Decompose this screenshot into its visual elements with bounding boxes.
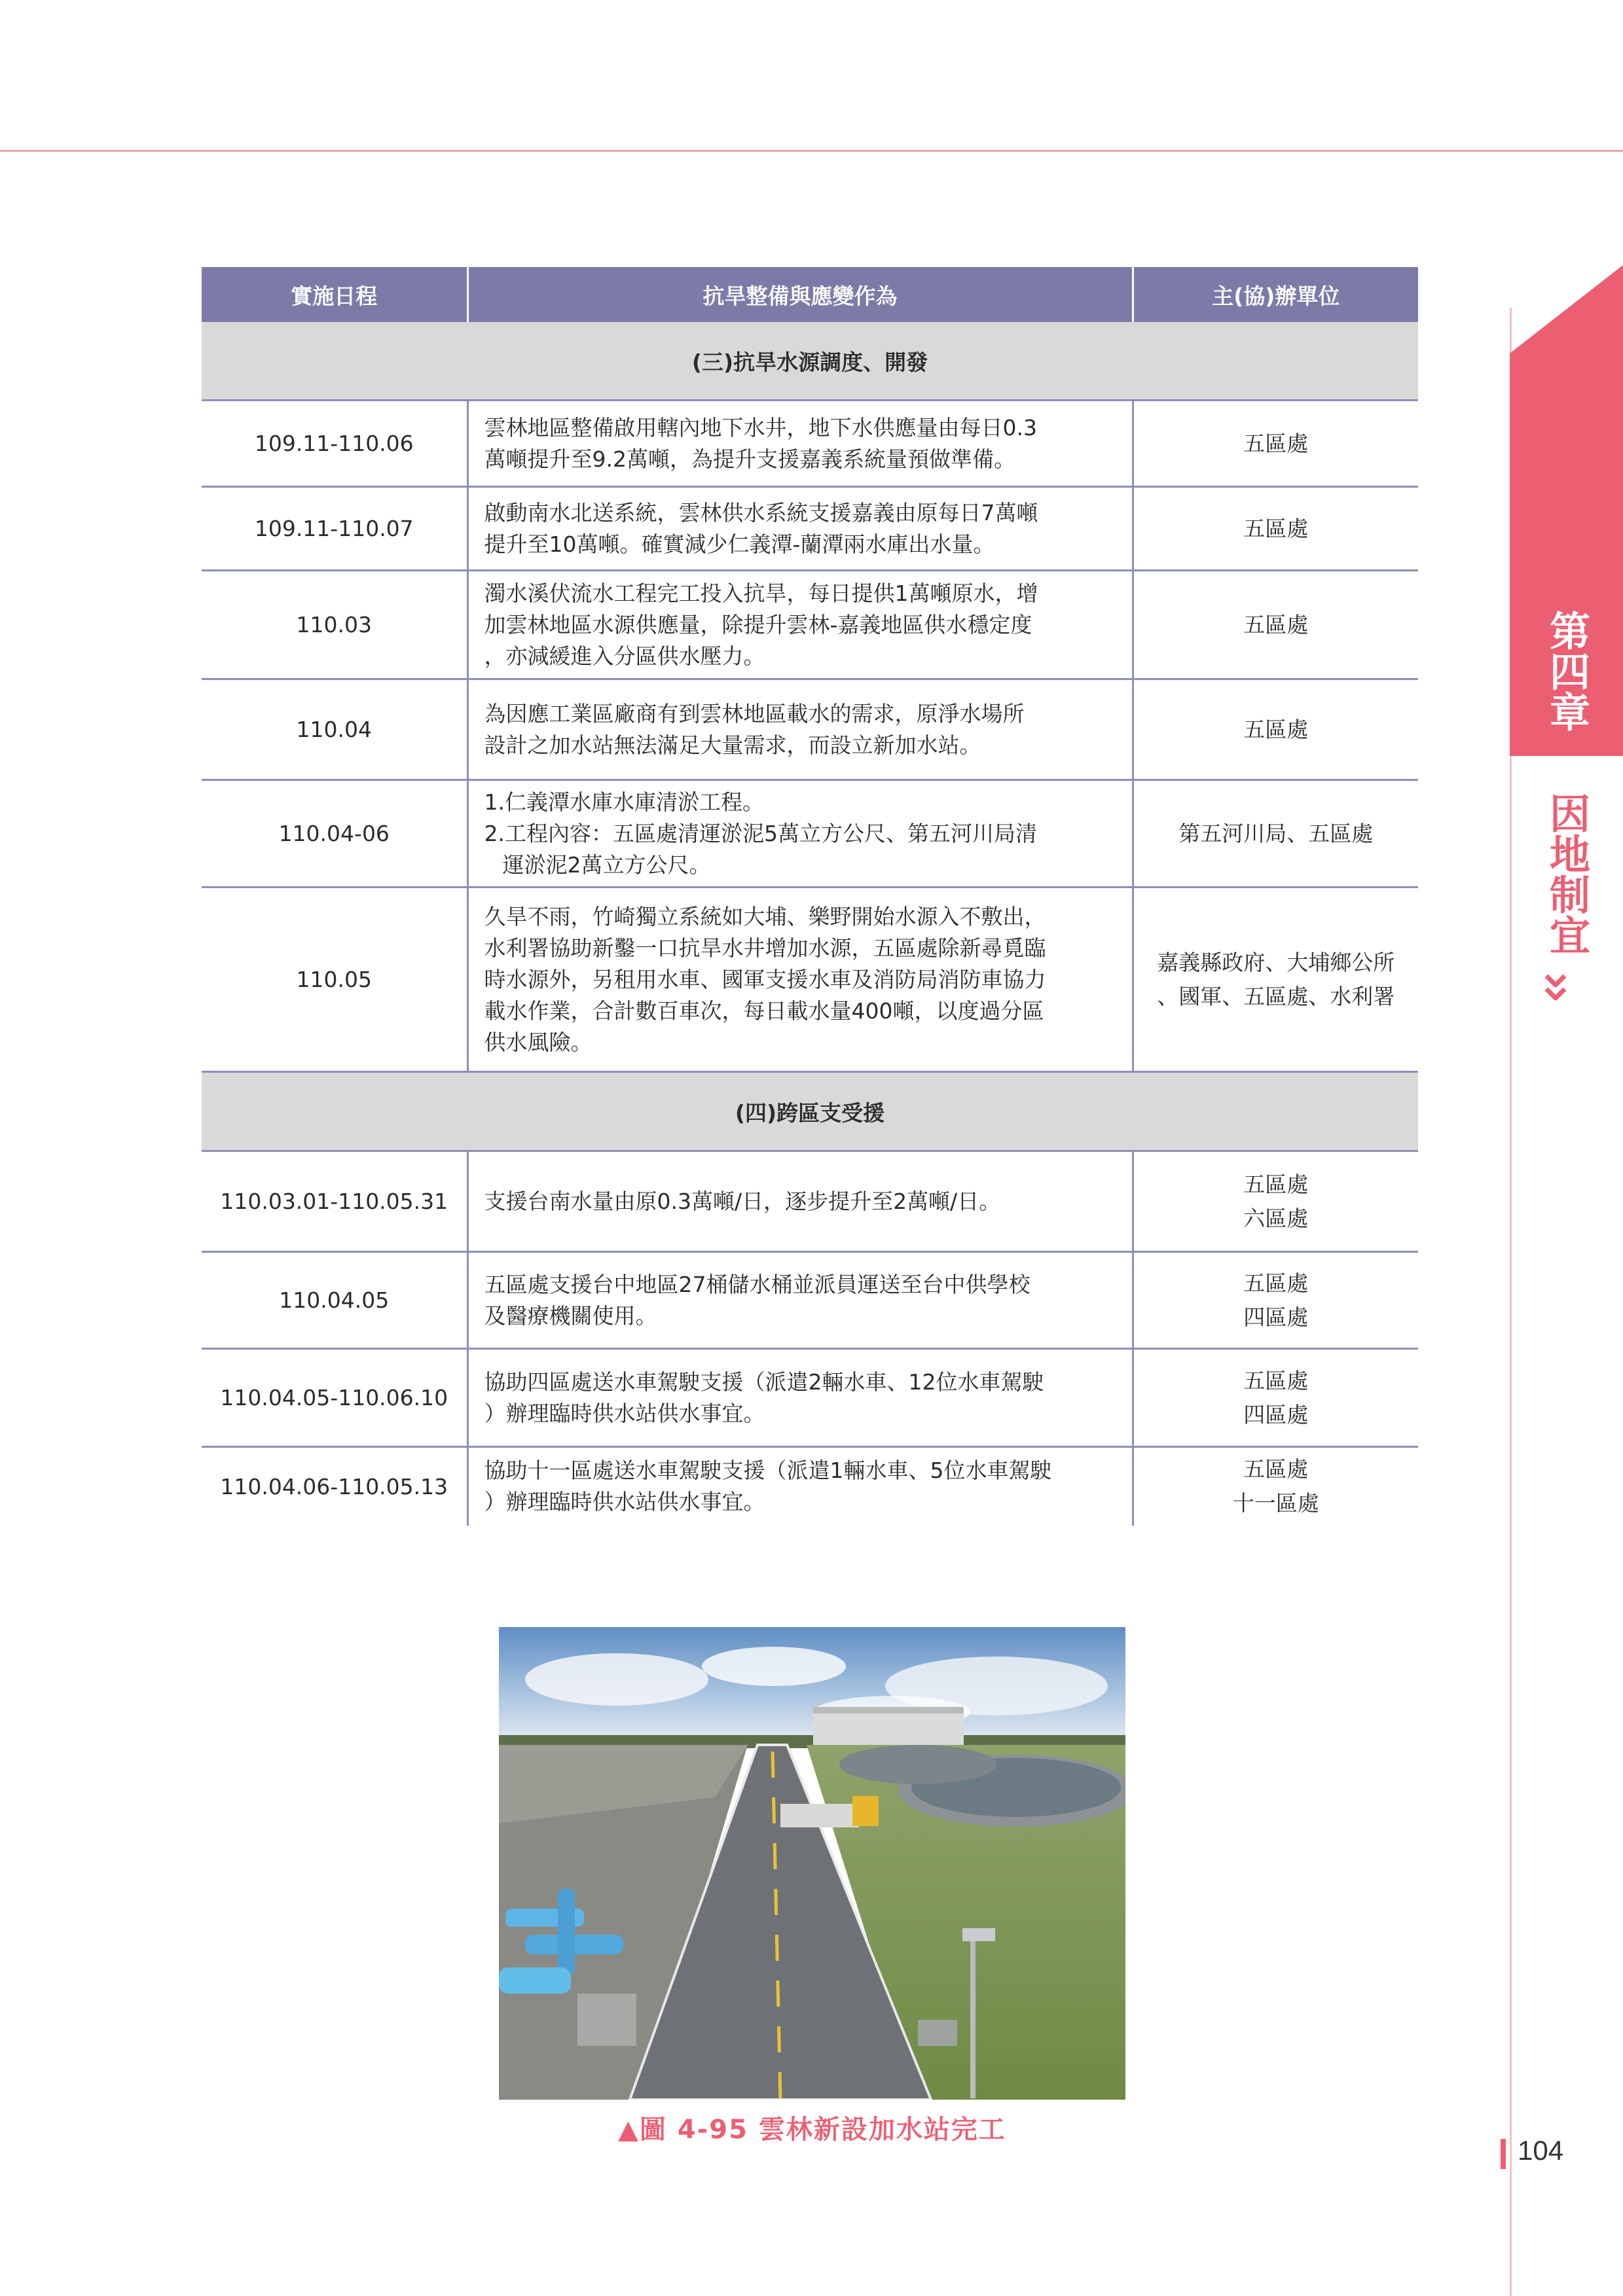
measure-cell [467,1349,1133,1447]
measure-line: ）辦理臨時供水站供水事宜。 [484,1489,765,1515]
unit-line: 五區處 [1243,430,1309,456]
chapter-name: 因地制宜 [1542,793,1591,955]
schedule-cell: 110.04-06 [202,780,467,888]
unit-cell [1133,1252,1418,1349]
measure-line: 久旱不雨，竹崎獨立系統如大埔、樂野開始水源入不敷出， [484,903,1046,929]
measure-line: 雲林地區整備啟用轄內地下水井，地下水供應量由每日0.3 [484,414,1037,440]
measure-line: 五區處支援台中地區27桶儲水桶並派員運送至台中供學校 [484,1271,1030,1297]
section-title: (三)抗旱水源調度、開發 [202,322,1418,401]
header-measures: 抗旱整備與應變作為 [467,267,1133,322]
measure-line: 加雲林地區水源供應量，除提升雲林-嘉義地區供水穩定度 [484,611,1032,637]
drought-measures-table [202,267,1418,1526]
section-row [202,322,1418,401]
table-row [202,679,1418,780]
unit-cell [1133,401,1418,487]
table-row [202,888,1418,1072]
unit-cell [1133,679,1418,780]
measure-line: ）辦理臨時供水站供水事宜。 [484,1400,765,1426]
unit-line: 、國軍、五區處、水利署 [1157,983,1395,1009]
table-row [202,780,1418,888]
measure-line: 為因應工業區廠商有到雲林地區載水的需求，原淨水場所 [484,700,1025,726]
table-header-row [202,267,1418,322]
unit-cell [1133,1151,1418,1252]
measure-cell [467,1151,1133,1252]
unit-line: 六區處 [1243,1205,1309,1231]
unit-line: 五區處 [1243,515,1309,541]
measure-cell [467,571,1133,679]
table-body [202,322,1418,1526]
table-row [202,1349,1418,1447]
water-station-photo [499,1627,1125,2100]
schedule-cell: 110.03.01-110.05.31 [202,1151,467,1252]
measure-line: 萬噸提升至9.2萬噸，為提升支援嘉義系統量預做準備。 [484,446,1015,472]
measure-cell [467,401,1133,487]
schedule-cell: 110.04.05 [202,1252,467,1349]
measure-line: 運淤泥2萬立方公尺。 [502,852,711,878]
measure-line: 供水風險。 [484,1029,593,1055]
unit-line: 四區處 [1243,1304,1309,1330]
measure-line: 濁水溪伏流水工程完工投入抗旱，每日提供1萬噸原水，增 [484,580,1038,606]
schedule-cell: 109.11-110.07 [202,487,467,571]
measure-line: 設計之加水站無法滿足大量需求，而設立新加水站。 [484,732,981,758]
table-row [202,1252,1418,1349]
measure-line: 及醫療機關使用。 [484,1302,657,1329]
measure-line: 支援台南水量由原0.3萬噸/日，逐步提升至2萬噸/日。 [484,1188,1001,1214]
measure-line: 1.仁義潭水庫水庫清淤工程。 [484,789,764,815]
unit-cell [1133,780,1418,888]
page-number: 104 [1518,2135,1564,2166]
measure-cell [467,1447,1133,1526]
unit-line: 十一區處 [1232,1490,1319,1516]
schedule-cell: 109.11-110.06 [202,401,467,487]
measure-line: ，亦減緩進入分區供水壓力。 [484,643,765,669]
section-title: (四)跨區支受援 [202,1072,1418,1151]
schedule-cell: 110.04.05-110.06.10 [202,1349,467,1447]
table-row [202,487,1418,571]
schedule-cell: 110.05 [202,888,467,1072]
measure-cell [467,487,1133,571]
measure-line: 載水作業，合計數百車次，每日載水量400噸，以度過分區 [484,997,1044,1024]
measure-cell [467,780,1133,888]
header-unit: 主(協)辦單位 [1133,267,1418,322]
schedule-cell: 110.04 [202,679,467,780]
unit-line: 五區處 [1243,1367,1309,1393]
measure-line: 2.工程內容：五區處清運淤泥5萬立方公尺、第五河川局清 [484,820,1037,846]
table-row [202,401,1418,487]
top-rule [0,150,1623,152]
table-row [202,1447,1418,1526]
unit-cell [1133,487,1418,571]
measure-line: 協助十一區處送水車駕駛支援（派遣1輛水車、5位水車駕駛 [484,1458,1052,1484]
measure-cell [467,1252,1133,1349]
measure-line: 啟動南水北送系統，雲林供水系統支援嘉義由原每日7萬噸 [484,499,1038,526]
measure-cell [467,679,1133,780]
unit-line: 五區處 [1243,1456,1309,1482]
unit-line: 五區處 [1243,611,1309,637]
unit-cell [1133,1447,1418,1526]
schedule-cell: 110.03 [202,571,467,679]
unit-line: 第五河川局、五區處 [1178,820,1374,846]
section-row [202,1072,1418,1151]
page-number-marker [1501,2139,1506,2169]
unit-line: 嘉義縣政府、大埔鄉公所 [1157,949,1395,975]
unit-cell [1133,571,1418,679]
double-chevron-down-icon [1542,972,1569,1005]
unit-line: 五區處 [1243,1270,1309,1296]
table-row [202,1151,1418,1252]
measure-cell [467,888,1133,1072]
schedule-cell: 110.04.06-110.05.13 [202,1447,467,1526]
figure-caption: ▲圖 4-95 雲林新設加水站完工 [618,2115,1006,2145]
chapter-label: 第四章 [1542,610,1591,732]
unit-cell [1133,888,1418,1072]
table-row [202,571,1418,679]
figure-photo [499,1627,1125,2100]
header-schedule: 實施日程 [202,267,467,322]
measure-line: 水利署協助新鑿一口抗旱水井增加水源，五區處除新尋覓臨 [484,935,1046,961]
measure-line: 時水源外，另租用水車、國軍支援水車及消防局消防車協力 [484,966,1046,992]
measure-line: 提升至10萬噸。確實減少仁義潭-蘭潭兩水庫出水量。 [484,531,995,557]
unit-cell [1133,1349,1418,1447]
measure-line: 協助四區處送水車駕駛支援（派遣2輛水車、12位水車駕駛 [484,1369,1044,1395]
unit-line: 四區處 [1243,1401,1309,1427]
unit-line: 五區處 [1243,1171,1309,1197]
unit-line: 五區處 [1243,716,1309,742]
